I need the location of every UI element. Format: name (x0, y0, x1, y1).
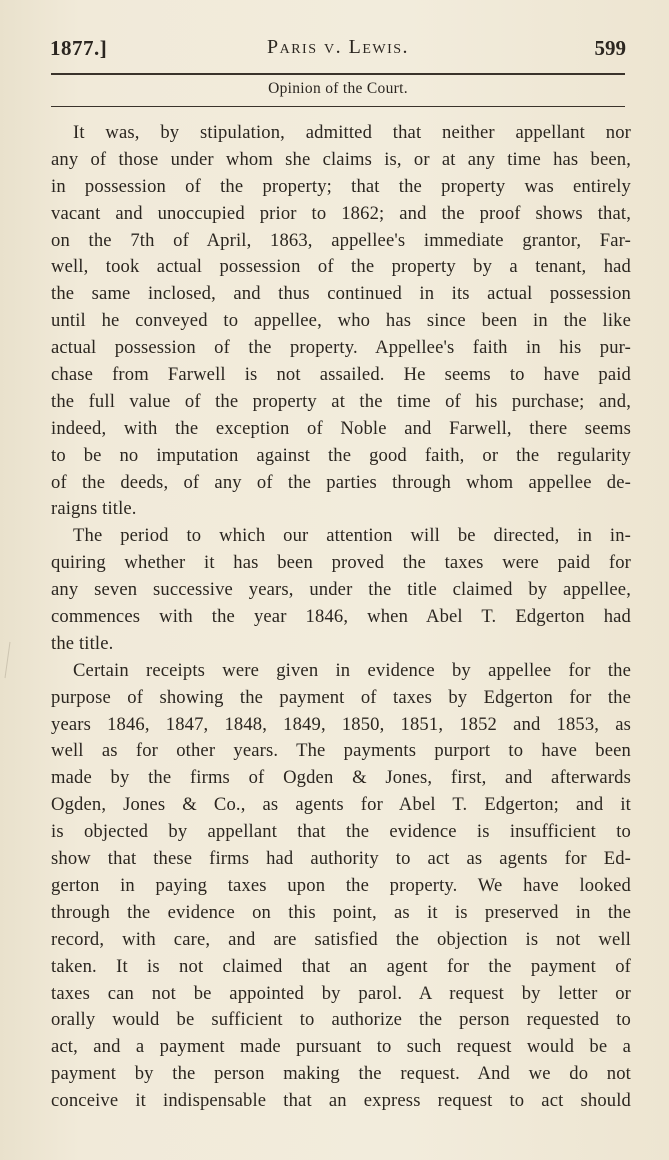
body-line: any seven successive years, under the title claimed by appellee, (51, 579, 631, 601)
body-line: payment by the person making the request. And we do not (51, 1063, 631, 1085)
running-head-case-title: Paris v. Lewis. (266, 36, 410, 58)
body-line: years 1846, 1847, 1848, 1849, 1850, 1851, 1852 and 1853, as (51, 713, 631, 735)
body-line: quiring whether it has been proved the taxes were paid for (51, 552, 631, 574)
body-line: well, took actual possession of the property by a tenant, had (51, 256, 631, 278)
body-line: on the 7th of April, 1863, appellee's immediate grantor, Far- (51, 229, 631, 251)
body-line: taxes can not be appointed by parol. A request by letter or (51, 982, 631, 1004)
body-line: orally would be sufficient to authorize the person requested to (51, 1009, 631, 1031)
body-line: through the evidence on this point, as it is preserved in the (51, 901, 631, 923)
body-line: It was, by stipulation, admitted that neither appellant nor (73, 122, 631, 143)
body-line: to be no imputation against the good faith, or the regularity (51, 444, 631, 466)
body-line: raigns title. (51, 498, 137, 520)
body-line: Certain receipts were given in evidence by appellee for the (73, 659, 631, 681)
body-line: well as for other years. The payments purport to have been (51, 740, 631, 762)
running-head-year: 1877.] (50, 36, 108, 60)
body-line: commences with the year 1846, when Abel T. Edgerton had (51, 606, 631, 628)
body-line: chase from Farwell is not assailed. He seems to have paid (51, 364, 631, 386)
body-line: any of those under whom she claims is, or at any time has been, (51, 148, 631, 170)
body-line: Ogden, Jones & Co., as agents for Abel T. Edgerton; and it (51, 794, 631, 816)
running-head (50, 36, 626, 66)
page-number: 599 (594, 36, 626, 60)
body-line: the title. (51, 632, 114, 654)
body-line: purpose of showing the payment of taxes by Edgerton for the (51, 686, 631, 708)
section-heading: Opinion of the Court. (268, 80, 408, 97)
body-line: taken. It is not claimed that an agent for the payment of (51, 955, 631, 977)
body-line: act, and a payment made pursuant to such request would be a (51, 1036, 631, 1058)
body-line: vacant and unoccupied prior to 1862; and the proof shows that, (51, 202, 631, 224)
body-line: the same inclosed, and thus continued in its actual possession (51, 283, 631, 305)
body-line: is objected by appellant that the evidence is insufficient to (51, 821, 631, 843)
body-line: of the deeds, of any of the parties through whom appellee de- (51, 471, 631, 493)
body-line: conceive it indispensable that an express request to act should (51, 1090, 631, 1112)
body-line: until he conveyed to appellee, who has since been in the like (51, 310, 631, 332)
margin-mark (2, 640, 12, 680)
body-line: actual possession of the property. Appellee's faith in his pur- (51, 337, 631, 359)
opinion-body (51, 120, 631, 1115)
body-line: in possession of the property; that the property was entirely (51, 175, 631, 197)
header-rule-bottom (51, 106, 625, 107)
body-line: The period to which our attention will be directed, in in- (73, 525, 631, 547)
header-rule-top (51, 73, 625, 75)
body-line: record, with care, and are satisfied the objection is not well (51, 928, 631, 950)
body-line: gerton in paying taxes upon the property. We have looked (51, 874, 631, 896)
body-line: the full value of the property at the time of his purchase; and, (51, 390, 631, 412)
body-line: made by the firms of Ogden & Jones, first, and afterwards (51, 767, 631, 789)
body-line: show that these firms had authority to act as agents for Ed- (51, 848, 631, 870)
body-line: indeed, with the exception of Noble and Farwell, there seems (51, 417, 631, 439)
